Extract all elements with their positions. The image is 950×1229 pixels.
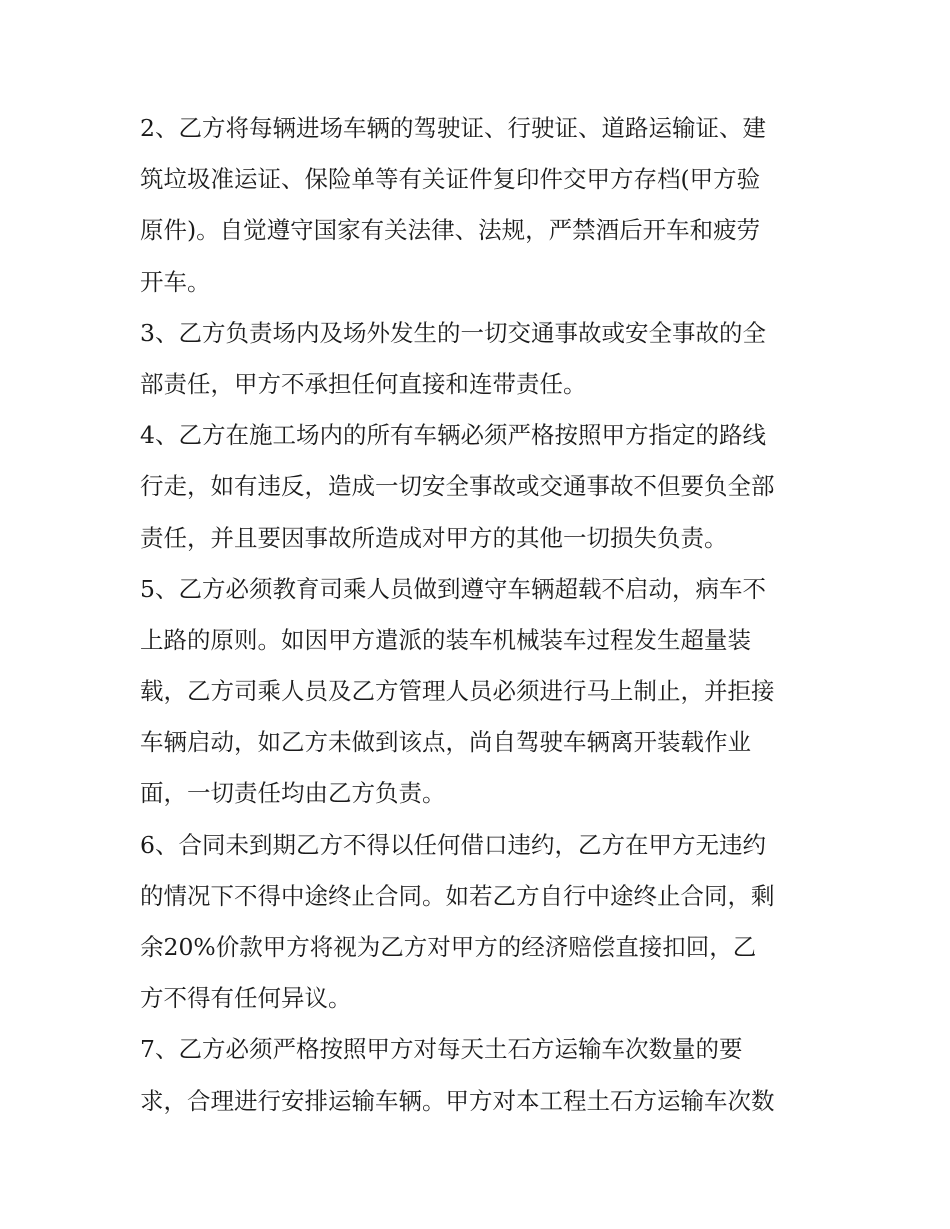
text-line: 行走，如有违反，造成一切安全事故或交通事故不但要负全部: [140, 472, 775, 501]
text-line: 开车。: [140, 267, 211, 296]
text-line: 的情况下不得中途终止合同。如若乙方自行中途终止合同，剩: [140, 881, 775, 910]
text-line: 5、乙方必须教育司乘人员做到遵守车辆超载不启动，病车不: [140, 574, 766, 603]
text-line: 4、乙方在施工场内的所有车辆必须严格按照甲方指定的路线: [140, 421, 766, 450]
text-line: 部责任，甲方不承担任何直接和连带责任。: [140, 369, 587, 398]
text-line: 7、乙方必须严格按照甲方对每天土石方运输车次数量的要: [140, 1035, 743, 1064]
text-line: 筑垃圾准运证、保险单等有关证件复印件交甲方存档(甲方验: [140, 165, 761, 194]
text-line: 求，合理进行安排运输车辆。甲方对本工程土石方运输车次数: [140, 1086, 775, 1115]
text-line: 面，一切责任均由乙方负责。: [140, 779, 446, 808]
text-line: 载，乙方司乘人员及乙方管理人员必须进行马上制止，并拒接: [140, 677, 775, 706]
text-line: 余20%价款甲方将视为乙方对甲方的经济赔偿直接扣回，乙: [140, 933, 757, 961]
text-line: 原件)。自觉遵守国家有关法律、法规，严禁酒后开车和疲劳: [140, 216, 761, 245]
text-line: 车辆启动，如乙方未做到该点，尚自驾驶车辆离开装载作业: [140, 728, 751, 757]
text-line: 上路的原则。如因甲方遣派的装车机械装车过程发生超量装: [140, 625, 751, 654]
document-body: [140, 103, 820, 1127]
text-line: 责任，并且要因事故所造成对甲方的其他一切损失负责。: [140, 523, 728, 552]
text-line: 3、乙方负责场内及场外发生的一切交通事故或安全事故的全: [140, 318, 766, 347]
text-line: 2、乙方将每辆进场车辆的驾驶证、行驶证、道路运输证、建: [140, 114, 766, 142]
text-line: 6、合同未到期乙方不得以任何借口违约，乙方在甲方无违约: [140, 830, 766, 859]
text-line: 方不得有任何异议。: [140, 984, 352, 1013]
